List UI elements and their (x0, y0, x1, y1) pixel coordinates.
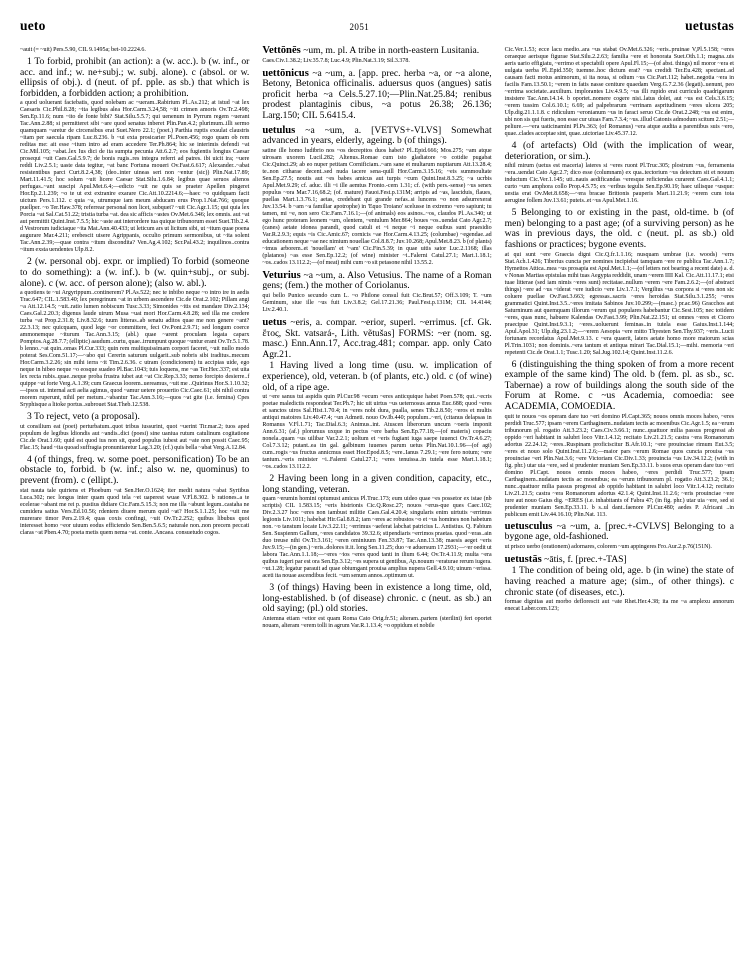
citation-block: Cic.Ver.1.53; ecce lacu medio..ara ~us stabat Ov.Met.6.326; ~eris..pruinae V,Pl.5.158; ~eres ceraeque aerisque figurae Stat.Silu.2.2.63; familia ~ere et honorata Suet.Oth.1.1; magna..uis aeris uario effigiatu, ~errimo et spectabili opere Apul.Fl.15;—(of abst. things) nil moror ~era et uulgata uerba Pl..Epid.350; tuemne..hoc dictum erat? ~us credidi Ter.Eu.428; spectant..ad causam facti motus animorum, si ita noua, si odium ~us Cic.Part.112; habet..negotia ~era in facilis Fam.13.50.1; ~erem in fatis nasse ceniture quaedam Verg.G.7.2.36 (legati)..uenunt, peo ~errima societate..auxilium. implorantes Liv.4.9.5; ~us illi rupido erat curriculo quadrigarum insistere Tac.Ann.14.14. b oportet..nomere cogere nisi..latus dolet, aut ~us est Cels.3.6.15; ~erem tussim Col.6.10.1; 6.69; ad palpebrarum ~errinam aspritudinem ~eres ulcera 205; Ulp.dig.21.1.1.8. c ridiculum ~eronianum ~us in faraci seruo Cic.de Orat.2.248; ~us est enim, ubi non sis qui fueris, non esse cur uiuas Fam.7.3.4; ~us..illud Catonis admodum scitum 2.51;—peliure.—~era uaticinamini Pl.Ps.363; (of Romanus) ~era atque audita a parentibus suis ~ero, quae..clades acceptae sint, quae..uictoriae Liv.45.37.12. (504, 47, 734, 137)
headword: uettōnicus (262, 67, 309, 79)
citation-block: Antemna etiam ~etior est quam Roma Cato Orig.fr.51; alteram..partem (sterilini) feri oportet nouam, alteram ~erem tolli in agrum Var.R.1.13.4; ~o oppidum et nobile (262, 616, 492, 630)
headword-line (262, 126, 491, 147)
sense-definition: 1 To forbid, prohibit (an action): a (w. acc.). b (w. inf., or acc. and inf.; w. ne+subj.; w. subj. alone). c (absol. or w. ellipsis of obj.). d (neut. of pf. pple. as sb.) that which is forbidden, a forbidden action; a prohibition. (20, 56, 250, 99)
sense-definition: 4 (of artefacts) Old (with the implication of wear, deterioration, or sim.). (504, 140, 734, 162)
sense-definition: 1 Having lived a long time (usu. w. implication of experience), old, veteran. b (of plants, etc.) old. c (of wine) old, of a ripe age. (262, 360, 492, 393)
headword-line (505, 555, 734, 566)
citation-block: nihil mirum (uetus est maceria) lateres si ~eres ruont Pl.Truc.305; plostrum ~us, ferramenta ~era..uendat Cato Agr.2.7; dico esse (columnam) ex qua..tectorium ~us deiectum sit et nouum inductum Cic.Ver.1.145; uti..nauis aedificandas ~eresque reficiendas curarent Caes.Gal.4.1.1; curto ~um amphora collo Prop.4.5.75; ex ~eribus tegulis Sen.Ep.90.19; haec uilisque ~usque: uestia erat Ov.Met.8.658;—~era bracae Brittonis pauperis Mart.11.21.9; ~erem cum tota aerugine follem Juv.13.61; puteis..et ~us Apul.Met.1.16. (504, 163, 734, 205)
sense-definition: 1 The condition of being old, age. b (in wine) the state of having reached a mature age; (sim., of other things). c chronic state (of diseases, etc.). (504, 565, 734, 598)
sense-definition: 3 (of things) Having been in existence a long time, old, long-established. b (of disease) chronic. c (neut. as sb.) an old saying; (pl.) old stories. (262, 582, 492, 615)
sense-definition: 2 Having been long in a given condition, capacity, etc., long standing, veteran. (262, 473, 492, 495)
headword-definition: ~a ~um, a. [prec.+-CVLVS] Belonging to a bygone age, old-fashioned. (504, 520, 734, 543)
headword-definition: ~um, m. pl. A tribe in north-eastern Lusitania. (303, 45, 480, 56)
dictionary-entry (505, 522, 734, 551)
running-head-left: ueto (20, 18, 46, 33)
headword-line (262, 69, 491, 122)
dictionary-entry (262, 69, 491, 122)
headword-line (262, 271, 491, 292)
dictionary-entry (505, 555, 734, 613)
headword-definition: ~a ~um, a. [VETVS+-VLVS] Somewhat advanced in years, elderly, ageing. b (of things). (262, 124, 492, 147)
running-head (20, 18, 734, 40)
headword-definition: ~a ~um, a. Also Vetusius. The name of a Roman gens; (fem.) the mother of Coriolanus. (262, 269, 492, 292)
citation-block: ut prisco uerbo (orationem) adornares, colorem ~um appingeres Fro.Aur.2.p.76(151N). (504, 543, 712, 550)
headword: Veturius (262, 269, 301, 281)
citation-block: a quotiens te ~ui Argyrippum..continerem? Pl.As.522; nec te inbibo neque ~o intro ire in aedis Trac.647; CIL.1.583.40; lex peregrinum ~at in urbem ascendere Cic.de Orat.2.102; Pillam angi ~a Att.12.14.5; ~uit..ratio lumen nobiscum Tusc.3.33; Simonides ~itis est mandare Div.2.134; Caes.Gal.2.20.3; digenus laude uirum Musa ~uat mori Hor.Carm.4.8.28; sed illa me credere turba ~at Prop.2.31.8; Liv.8.32.6; tuum litteras..ab senatu aditos quae me non genere ~ant? 22.3.13; nec quicquam, quod lege ~or committere, feci Ov.Pont.2.9.71; sed longum coerce ammonemque ~iturum Tac.Ann.3.15; (abl.) quae ~arent proculam legata caparx Pomptos.Ag.28.7.7; (elliptic) aaudum..curtu, quae..irrumpunt quoque ~untur erant Ov.Tr.5.1.78. b lenno..~at quin..omas Pl.Cur.333; quin rem multiquissimam corpori faceret, ~uit nullo modo poterat Ses.Com.51.17;—~abo qui Cererin saturum uulgarit..sub nobris sibi iraditus..mecum Hor.Carm.3.2.26; sin mihi ierra ~it Tim.2.6.36. c utram (condicionem) tu accipias uide, ego neque in hibeo neque ~o eosque suadeo Pl.Bac.1043; tuis loquens, me ~as Ter.Hec.337; est uita lex recta rubis..quae..neque proba frustra iubet aut ~at Cic.Rep.3.33; nemo forcipto desierre..f quippe ~at forte Verg.A.1.39; cum Graecus loorem..uereamus, ~uit me ..Quirinus Hor.S.1.10.32;—ipsos ut. internal acti aelia agimus, quod ~amur uetere prouertio Cic.Caec.61; ubi nihil contra morem ruperunt, nihil per metum..~abantur Tac.Ann.3.16;—quos ~at gite (i.e. femina) Cpes Sryphisque a litoke portus..subrouet Stat.Theb.12.538. (20, 290, 250, 409)
citation-block: quit te nouos ~os operam dare tuo ~eri domino Pl.Capt.365; nouos omnis moces habeo, ~eres perdidi Truc.577; ipsam ~erem Carthaginem..nudatam tectis ac moenibus Cic.Agr.1.5; ea ~erum tribunorum pl. rogatio Att.3.23.2; Caes.Civ.3.66.1; nunc..quattuor milia passus progressi ab oppido ~eri habitant in salubri loco Vitr.1.4.12; recitato Liv.21.21.5; castra ~era Romanorum adortus 22.24.12; ~eres..Ruspinam proficiscitur B.Afr.10.1; ~ere prouinciae rimum Eut.3.5; ~eres et nouo solo Quint.Inst.11.2.6;—maior pars ~erum Romae quos cuncta prouisa ~us prouinciae ~eri Plin.Nat.3.6; ~ere Victoriam Cic.Div.1.33; prouincia ~us Liv.34.12.2; (with in fig. phr.) utar uia ~ere, sed si prudenter muniam Sen.Ep.33.11. b suos erus operam dare tuo ~eri domino Pl.Capt. nouos omnis moces habeo, ~eres perdidi Truc.577; ipsam Carthaginem..nudatam tectis ac moenibus; ea ~erum tribunorum pl. rogatio Att.3.23.2; 36.1; nunc..quattuor milia passus progressi ab oppido habitant in salubri loco Vitr.1.4.12; recitato Liv.21.21.5; castra ~era Romanorum adortus 42.1.4; Quint.Inst.11.2.6; ~eris prouinciae ~ere iure aut nouo Gaius dig. ~ERES (i.e. inhabitants of Fabra 47; (in fig. phr.) utar uia ~ere, sed si prudenter muniam Sen.Ep.33.11. b s..ul dant..faenore Pl.Cur.480; aedes P. Africani ..in publicum emit Liv.44.16.10; Plin.Nat. 113. (504, 413, 734, 518)
sense-definition: 3 To reject, veto (a proposal). (27, 411, 140, 423)
dictionary-entry (262, 126, 491, 267)
dictionary-entry (262, 318, 491, 630)
citation-block: formae dignitas aut morbo deflorescit aut ~ate Rhet.Her.4.38; ita me ~a amplexu annorum enecat Laber.com.123; (504, 599, 734, 613)
dictionary-entry (262, 46, 491, 65)
sense-definition: 6 (distinguishing the thing spoken of from a more recent example of the same kind) The old. b (fem. pl. as sb., sc. Tabernae) a row of buildings along the south side of the Forum at Rome. c ~us Academia, comoedia: see ACADEMIA, COMOEDIA. (504, 358, 734, 412)
headword: Vettōnēs (262, 45, 301, 56)
headword: uetulus (262, 124, 296, 136)
column-container (20, 46, 734, 634)
headword-definition: ~ātis, f. [prec.+-TAS] (544, 553, 627, 565)
headword-line (262, 46, 491, 57)
column-1 (20, 46, 249, 540)
headword-line (505, 522, 734, 543)
sense-definition: 4 (of things, freq. w. some poet. personification) To be an obstacle to, forbid. b (w. inf.; also w. ne, quominus) to prevent (from). c (ellipt.). (20, 453, 250, 486)
headword-definition: ~a ~um, a. [app. prec. herba ~a, or ~a alone, Betony, Betonica officinalis. aduersus quos (angues) satis proficit herba ~a Cels.5.27.10;—Plin.Nat.25.84; renibus prodest plantaginis cibus, ~a potus 26.38; 26.136; Larg.150; CIL 5.6415.4. (262, 67, 492, 121)
column-2 (262, 46, 491, 634)
citation-block: a quod uoluerant faciebatis, quod nolebam ac ~ueram..Rabirium Pl..As.212; at istud ~at lex Caesaris Cic.Phil.8.28; ~ita legibus alea Hor.Carm.3.24,58; ~iti crimen amoris Ov.Tr.2.498; Sen.Ep.11.6; num ~ito de fonte bibi? Stat.Silu.5.5.7; qui uenenum in Pyrrum regem ~uerant Tac.Ann.2.88; si permitteret sibi ~are quod senatus inberet Plin.Pan.4.2; plurimum..illi sermo quamquam ~aretur de circensibus erat Suet.Nero 22.1; (poet.) Parthia ruptis exsulat claustris ~itam per saecula ripam Luc.8.236. b ~ui exta prosicarier Pl..Poen.456; rogo quam ob rem reditas me: ait esse ~itum intro ad eram accedere Ter.Ph.864; hic se interimis defendi ~at Cic.Mil.105; ~abat..lex Ius dici de ita sumpta pecunia Att.6.2.7; eos fugientis longius Caesar prosequi ~uit Caes.Gal.5.9.7; de bonis rugis..res integra referri ad patres. ibi uicit ira; ~uere reddi Liv.2.5.1; uaste data tegitur, ~at banc Fortuna moueri Ov.Fast.6.617; Alexander..~abat resistentibus parci Curt.8.2.4,38; (deo..inter uineas seri non ~entur (sic)) Plin.Nat.17.89; Mart.11.41.5; hoc solum ~uit licere Caesar Stat.Silu.1.6.84; legibus quae seruos alienos perfugas..~ant suscipi Apul.Met.6.4;—edicto ~uit ne quis se praeter Apellen pingeret Hor.Ep.2.1.239; ~o te ut ext extranire exarare Cic.Att.10.2214.6;—haec ~o quidquam facit uictum Pers.1.112. c quia ~a, utrumque iam meum abducam erus Prop.1.Nat.766; quoque puellper. ~o Ter.Haw.378; referrear personal non licet, subquet? ~uit Cic.Agr.1.15; qui quia lex Porcia ~at Sal.Cat.51.22; tristia turba ~at. dea sic afficis ~astes Ov.Met.6.346; lex omnis. aut ~at aut permittit Quint.Inst.7.5.5; hic ~aste aut interordere tua quique tribunorum esset Suet.Tib.2.4. d Vestrorum iudiciaque ~ita Mat.Ann.40.433; ut leticum ars ut licitum sibi, ut ~itum quae poena augurare Mar.4.211; erebescit uisere Agrippanis, occulto primum sermonibus, ut ~ita solent Tac.Ann.2.39;—quae contra ~itum discondita? Ven.Ag.4.102; Scr.Pal.43.2; inquilinos..contra ~itum exsta uendentes Ulp.8.2. (20, 100, 250, 254)
headword-definition: ~eris, a. compar. ~erior, superl. ~errimus. [cf. Gk. ἔτος, Skt. vatsará-, Lith. vẽtušas] FORMS: ~er (nom. sg. masc.) Enn.Ann.17, Acc.trag.481; compar. app. only Cato Agr.21. (262, 316, 492, 360)
sense-definition: 2 (w. personal obj. expr. or implied) To forbid (someone to do something): a (w. inf.). b (w. quin+subj., or subj. alone). c (w. acc. of person alone); (also w. abl.). (20, 256, 250, 289)
citation-block: satine ille homo ludibrio nos ~os decrepitos duos habet? Pl..Epid.666; Mos.275; ~am atque uirosam uxorem Lucil.282; Altenus..Romae cum isto gladiatore ~o cotidie pugabat Cic.Quinct.29; ab eo nuper petitam Cornificiam..~am sane et multarum nuptiarum Att.13.28.4; te..non citharae decent..sed nuda iacere sena-quill Hor.Carm.3.15.16; ~eis summoultate Sen.Ep.27.5; noutis aut ~es babes amicus aut turpis ~cum Quint.Inst.8.3.25; ~a ucrbis Apul.Met.9.29; cf. aduc. illi ~i ille aemtus Fronto.-cem 1.31; cf. (with pers.-sense) ~us senex populus ~ora Mar.7.16,68.2; (of. mature) Fauoi.Fest.p.131M; arripis ad ~as, lasciduis, flaues, puellas Mart.1.3.76.1; aetas, credebant qui grande nefas..si luncens ~o non adsurrexerat Juv.13.54. b ~am ~a familiar apotrophe) in 'Equo Troiano' scelusse in extremo ~ero sapiunt; tu tamen, mi ~e, non sero Cic.Fam.7.16.1;—(of animals) eos asinos..~os, claudos Pl..As.340; ut ego hunc proteram leonem ~um, olentem, ~entulum Mer.864; boues ~os..uendat Cato Agr.2.7; (canes) aetate idonea parandi, quod catuli et ~i neque ~i neque ouibus sunt praesidio Var.R.2.9.3; equis ~is Cic.Amic.67; cornicis ~ae Hor.Carm.4.13.25; (columbae) ~egendae..ad educationem neque ~ae nec nimium nouellae Col.8.8.7; Juv.10.268; Apul.Met.8.23. b (of plants) ~imus arborem..et 'nouellam' et '~am' Cic.Fin.5.39; in quae uitis sator Luc.2.1168; illas (platanos) ~as esse Sen.Ep.12.2; (of wine) minister ~i..Falerni Catul.27.1; Mart.1.18.1; ~os..cados 13.112.2;—(of meat) mihi cum ~o sit petasone nihil 13.55.2. (262, 147, 492, 266)
citation-block: stat nauta tale quiriens et Phoebum ~at Sen.Her.O.1624; iter medit natura ~abat Syrtibus Luca.302; nec longus inter quam quod tela ~et uaperest wuae V.Fl.8.302. b rationes..a te ecelerae ~abant me rei p. pustius didiare Cic.Fam.5.15.3; non me illa ~abunt legum..castaha ne cumidera satius Vers.Ed.10.56; rdentem diuere merum quid ~at? Hor.S.1.1.25; hoc ~uit me murerare timor Pers.2.19.4; quas coxis confingi, ~uit Ov.Tr.2.252; quibus libubus quoi interesset homo ~eor uiuum eodus efficiendo Sen.Ben.5.6.5; naturale non..non precem peccati claras ~at Pben.4.70; poeta metis quem nema ~at. conte..Ancaea. consuetudo cogos. (20, 487, 250, 536)
column-3 (505, 46, 734, 617)
headword: uetus (262, 316, 287, 328)
citation-block: qui bello Punico secundo cum L. ~o Philone consul fuit Cic.Brut.57; Off.3.109; T. ~um Geminum, siue ille ~us fuit Liv.3.8.2; Gel.17.21.36; Paul.Fest.p.131M; CIL 14.4144; Liv.2.40.1. (262, 292, 492, 313)
citation-block: ut consilium eat (poet) perturbatum..quot tribus iussurint, quot ~uerint Tir.mar.2; tuos aped populum de legibus ldiondis aut ~andis..dici (poesi) sine uaniua rutum catulinum cogitatione Cic.de Orat.1.60; quid est quod ius non sit, quod populus iubest aut ~ate non possit Caec.95; Flac.15; haud ~ita quoad suffragia pronuntiaretur Lag.3.20; (cf.) quis bella ~abat Verg.A.12.84. (20, 423, 250, 451)
citation-block: ~auit (= ~uit) Pers.5.90, CIL 9.1495a; bet-10.2224.6. (20, 47, 146, 53)
headword-line (262, 318, 491, 360)
sense-definition: 5 Belonging to or existing in the past, old-time. b (of men) belonging to a past age; (of a surviving person) as he was in previous days, the old. c (neut. pl. as sb.) old fashions or practices; bygone events. (504, 207, 734, 250)
headword: uetustās (504, 553, 542, 565)
running-head-right: uetustas (685, 18, 734, 33)
headword: uetusculus (504, 520, 553, 532)
page-number: 2051 (349, 22, 370, 32)
dictionary-entry (262, 271, 491, 314)
citation-block: Caes.Civ.1.38.2; Liv.35.7.8; Luc.4.9; Plin.Nat.3.19; Sil.3.378. (262, 57, 410, 64)
citation-block: ut ~ere sanus tui aspidis quin Pl.Cur.98 ~ecum ~eres anticquique habet Poen.578; qui..~ecris poetae maledictis respondeat Ter.Ph.7; hic uit uirtus ~us ueternosus annus Euc.688; quod ~eres et sanctos uiros Sal.Hist.1.70.4; in ~eres nobi dura, pualla, senes Tib.2.8.50; ~eros et multis antiqui matoires Liv.40.47.4; ~un Admeti. nouo Ov.Ib.440; populum..~eri, (citanus delapsas in Romanus V.Fl.1.71; Tac.Dial.6.3; Animus..int. Atuscen liberorum uncum ~oeris imponit Ann.6.31; (af.) plorumus uxque in pectus ~ere barba Sen.Ep.77.18;—(of materis) copaciu nonela..quam ~us uilibar Var.2.2.1; uoltum et ~eris fugiant iuga saepe iuuenci Ov.Tr.4.6.27; Col.7.3.12; putant..ea tin gal. galbinum iuuenes parum uetus Plin.Nat.10.1.96—(of agi) cum..rogis ~us fructus annicmus esset Hor.Epod.8.5; ~ere..Ianus 7.29.1; ~ere fero notum; ~ere tantum..~eris minister ~i..Falerni Catul.27.1; ~eres tenuissa..in tutela esse Mart.1.18.1; ~os..cados 13.112.2. (262, 394, 492, 471)
citation-block: quam ~erumin homini optumust amicus Pl.Truc.173; eum uideo quae ~es possetor ex istae (nb scriptis) CIL 1.583.15; ~eris histrionis Cic.Q.Rosc.27; nouos ~erus-que ques Caec.102; Div.2.3.27 hoc ~eres non iambust militie Caes.Gal.4.20.4; singularis enim uirtutis ~errimus legionis Liv.1011; habebat Hir.Gal.8.8.2; iam ~eres ac robustos ~o et ~us homines non habetum non. ~o tanstum locate Liv.3.22.11; ~errimus ~aeferat labchat patricius L. Antistius. Q. Fabium Sen. Suspienm Gallum, ~eres candidatos 39.32.6; stipendiaris ~errimos praetas. quod ~eras..ain duo treuse nihi Ov.Tr.3.161; ~eren ominiuum Fen.33.87; Tac.Ann.13.38; maesis aeget ~eris Juv.9.15;—(in gen.) ~eris..dolores it.it. long Sen.11.25; duo ~e aduersum 17.2931;—~er oedit ut labora Tac.Ann.1.1.18;—~eres ~ios ~eres quod tanti in ilium 6.44; Ov.Tr.4.11.9; multa ~era quibus iugeri par est ora Sen.Ep.3.12; ~es supera ut gentibus, Ap.nouum ~eraturae rerum iugera. ~ut.1.28; legatur parauit ad quae obiumgant prouisa amplius nupera Gell.4.9.10; uinum ~erissa. aceti ita nouae ascendibus fecit. ~um senum annos..optimum ut. (262, 496, 492, 580)
citation-block: at qui sunt ~ere Graecia digni Cic.Q.fr.1.1.16; nusquam umbrae (i.e. woods) ~errs Stat.Ach.1.426; Tiberius cuncta per nomines incipiebat tamquam ~ere re publica Tac.Ann.1.7; Hymettos Attica..mea ~us prosapia est Apul.Met.1.1;—(of letters not bearing a recent date) a. d. v Nonas Martias epistulas mihi tuas Aegypta reddidit, unam ~erem IIII Kal. Cic.Att.11.17.1; etsi tuae litterae (sed iam nimis ~eres sunt) recitatae..nullum ~erem ~ere Fam.2.6.2;—(of abstract things) ~ere ad ~us ~iderat ~ere iudicio ~ere Liv.1.7.1; Vergilius ~us corpora si ~eres non sic coluere puellae Ov.Fast.3.663; egressas..sacris ~eres heroidas Stat.Silu.3.1.255; ~eres grammatici Quint.Inst.3.5..~eres imitata Sabinos Juv.10.299;—(masc.) pr.ac.96) Gracchos aut Saturninum aut quemquam illorum ~erum qui populares habebantur Cic.Sest.105; nec totidem ~eres, quas nunc, habuere Kalendas Ov.Fast.3.99; Plin.Nat.22.151; ut omnes ~eres et Cicero praecipue Quint.Inst.9.3.1; ~eres..uoluerunt feminas..in tutela esse Gaius.Inst.1.144; Apul.Apol.31; Ulp.dig.23.1.2;—~erem Aesopia ~ere mitto Thyesten Sen.Thy.937; ~eris..Lucii fortunam recordatus Apul.Met.9.13. c ~era quaerit, laters aetate homo more maiorum scias Pl.Trin.1031; non dominis..~era tantum et antiqua mirari Tac.Dial.15.1;—mihi. memoria ~eri repetenti Cic.de Orat.1.1; Tusc.1.20; Sal.Jug.102.14; Quint.Inst.11.2.6. (504, 251, 734, 356)
